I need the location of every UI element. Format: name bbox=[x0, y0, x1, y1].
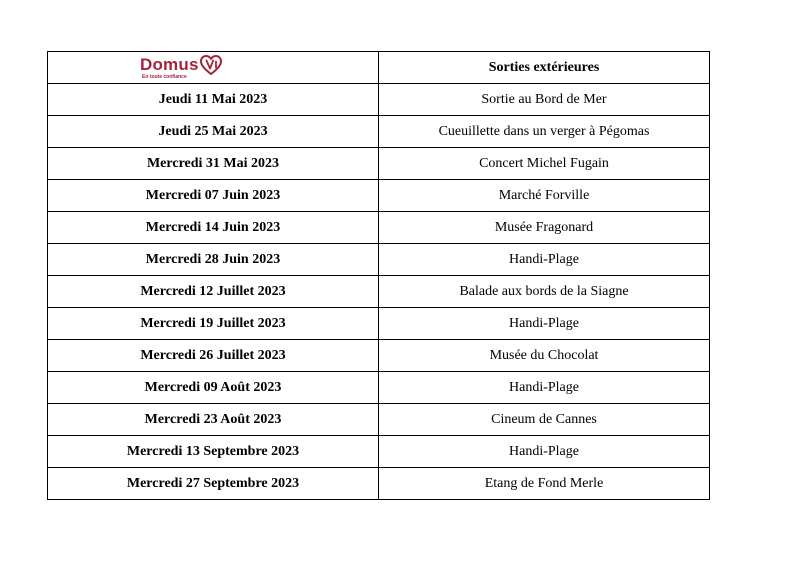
outing-date: Mercredi 23 Août 2023 bbox=[48, 404, 379, 436]
domusvi-logo bbox=[140, 56, 222, 80]
outing-event: Handi-Plage bbox=[379, 308, 710, 340]
outing-event: Handi-Plage bbox=[379, 436, 710, 468]
outing-date: Mercredi 12 Juillet 2023 bbox=[48, 276, 379, 308]
table-row bbox=[48, 340, 710, 372]
outing-event: Balade aux bords de la Siagne bbox=[379, 276, 710, 308]
outing-date: Mercredi 28 Juin 2023 bbox=[48, 244, 379, 276]
outing-event: Sortie au Bord de Mer bbox=[379, 84, 710, 116]
outing-date: Mercredi 27 Septembre 2023 bbox=[48, 468, 379, 500]
outing-date: Mercredi 09 Août 2023 bbox=[48, 372, 379, 404]
outing-date: Mercredi 31 Mai 2023 bbox=[48, 148, 379, 180]
outing-event: Cineum de Cannes bbox=[379, 404, 710, 436]
outing-date: Jeudi 25 Mai 2023 bbox=[48, 116, 379, 148]
table-row bbox=[48, 116, 710, 148]
heart-vi-icon bbox=[200, 55, 222, 75]
outing-date: Mercredi 26 Juillet 2023 bbox=[48, 340, 379, 372]
outing-date: Jeudi 11 Mai 2023 bbox=[48, 84, 379, 116]
outing-date: Mercredi 19 Juillet 2023 bbox=[48, 308, 379, 340]
table-header-row bbox=[48, 52, 710, 84]
logo-tagline: En toute confiance bbox=[142, 74, 187, 80]
table-row bbox=[48, 180, 710, 212]
outing-event: Musée du Chocolat bbox=[379, 340, 710, 372]
table-row bbox=[48, 404, 710, 436]
header-sorties: Sorties extérieures bbox=[379, 52, 710, 84]
outing-date: Mercredi 13 Septembre 2023 bbox=[48, 436, 379, 468]
table-row bbox=[48, 276, 710, 308]
table-row bbox=[48, 308, 710, 340]
outing-date: Mercredi 14 Juin 2023 bbox=[48, 212, 379, 244]
outings-table-body bbox=[48, 52, 710, 500]
outing-event: Handi-Plage bbox=[379, 244, 710, 276]
outing-event: Marché Forville bbox=[379, 180, 710, 212]
outing-event: Cueuillette dans un verger à Pégomas bbox=[379, 116, 710, 148]
logo-cell bbox=[48, 52, 379, 84]
table-row bbox=[48, 148, 710, 180]
outing-date: Mercredi 07 Juin 2023 bbox=[48, 180, 379, 212]
table-row bbox=[48, 244, 710, 276]
logo-name: Domus bbox=[140, 55, 199, 74]
outing-event: Handi-Plage bbox=[379, 372, 710, 404]
table-row bbox=[48, 212, 710, 244]
table-row bbox=[48, 372, 710, 404]
table-row bbox=[48, 468, 710, 500]
logo-wordmark bbox=[140, 56, 199, 80]
outing-event: Etang de Fond Merle bbox=[379, 468, 710, 500]
table-row bbox=[48, 436, 710, 468]
table-row bbox=[48, 84, 710, 116]
outings-table bbox=[47, 51, 710, 500]
outing-event: Musée Fragonard bbox=[379, 212, 710, 244]
outing-event: Concert Michel Fugain bbox=[379, 148, 710, 180]
